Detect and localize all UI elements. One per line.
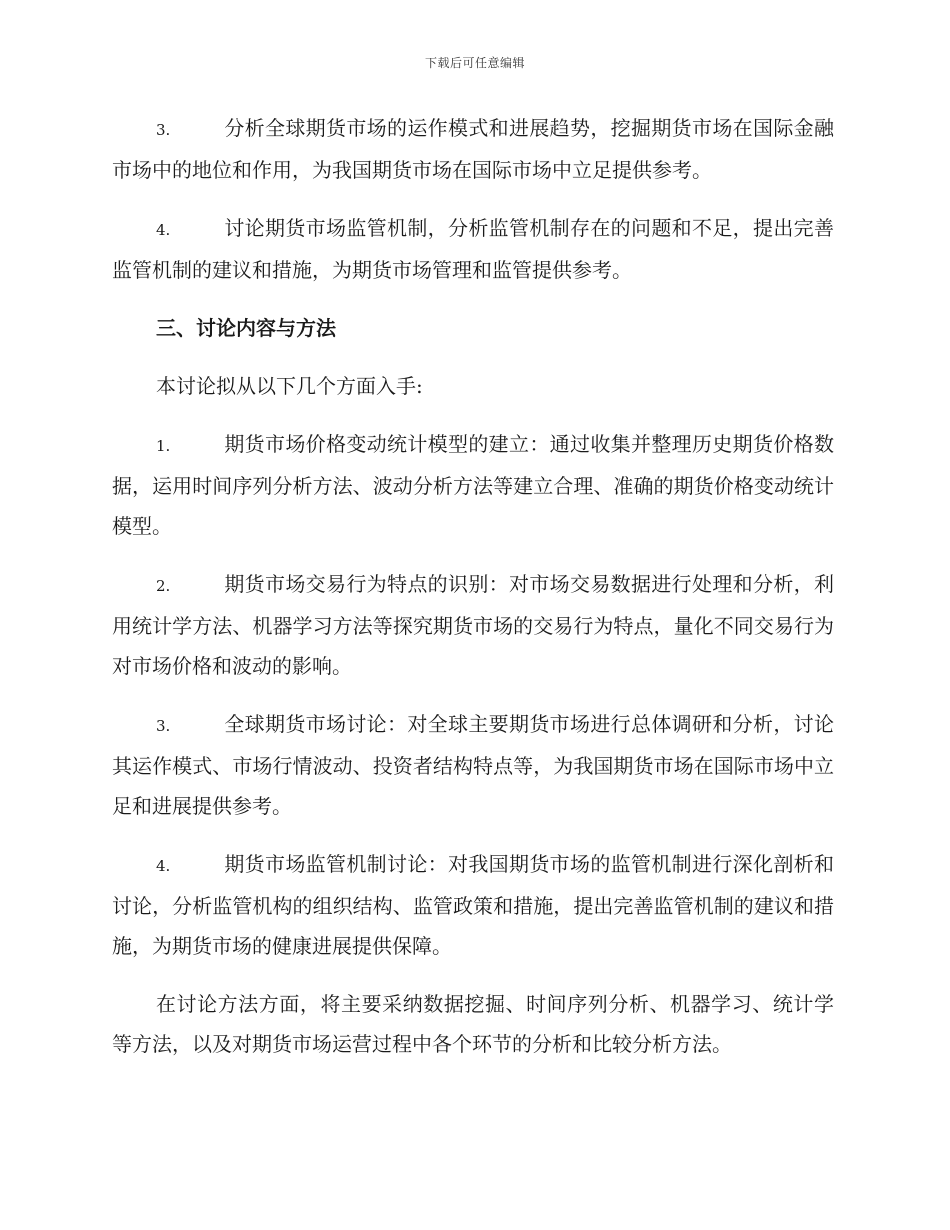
list-item-3-top: [112, 108, 834, 190]
list-item: [112, 704, 834, 826]
page-header: 下载后可任意编辑: [424, 56, 525, 70]
intro-paragraph: 本讨论拟从以下几个方面入手:: [156, 374, 423, 398]
list-number: 4.: [156, 221, 171, 239]
list-item-4-top: [112, 208, 834, 290]
list-item: [112, 424, 834, 546]
closing-paragraph: 在讨论方法方面，将主要采纳数据挖掘、时间序列分析、机器学习、统计学等方法，以及对期货市场运营过程中各个环节的分析和比较分析方法。: [112, 992, 834, 1056]
list-item: [112, 564, 834, 686]
list-text: 讨论期货市场监管机制，分析监管机制存在的问题和不足，提出完善监管机制的建议和措施，为期货市场管理和监管提供参考。: [112, 216, 834, 282]
list-text: 分析全球期货市场的运作模式和进展趋势，挖掘期货市场在国际金融市场中的地位和作用，为我国期货市场在国际市场中立足提供参考。: [112, 116, 834, 182]
list-number: 1.: [156, 437, 171, 455]
list-number: 2.: [156, 577, 171, 595]
document-body: [112, 108, 834, 1064]
list-number: 3.: [156, 121, 171, 139]
list-text: 期货市场监管机制讨论：对我国期货市场的监管机制进行深化剖析和讨论，分析监管机构的组织结构、监管政策和措施，提出完善监管机制的建议和措施，为期货市场的健康进展提供保障。: [112, 852, 834, 958]
list-text: 期货市场交易行为特点的识别：对市场交易数据进行处理和分析，利用统计学方法、机器学习方法等探究期货市场的交易行为特点，量化不同交易行为对市场价格和波动的影响。: [112, 572, 834, 678]
list-number: 4.: [156, 857, 171, 875]
list-item: [112, 844, 834, 966]
list-number: 3.: [156, 717, 171, 735]
list-text: 全球期货市场讨论：对全球主要期货市场进行总体调研和分析，讨论其运作模式、市场行情波动、投资者结构特点等，为我国期货市场在国际市场中立足和进展提供参考。: [112, 712, 834, 818]
list-text: 期货市场价格变动统计模型的建立：通过收集并整理历史期货价格数据，运用时间序列分析方法、波动分析方法等建立合理、准确的期货价格变动统计模型。: [112, 432, 834, 538]
section-heading: 三、讨论内容与方法: [156, 316, 336, 340]
